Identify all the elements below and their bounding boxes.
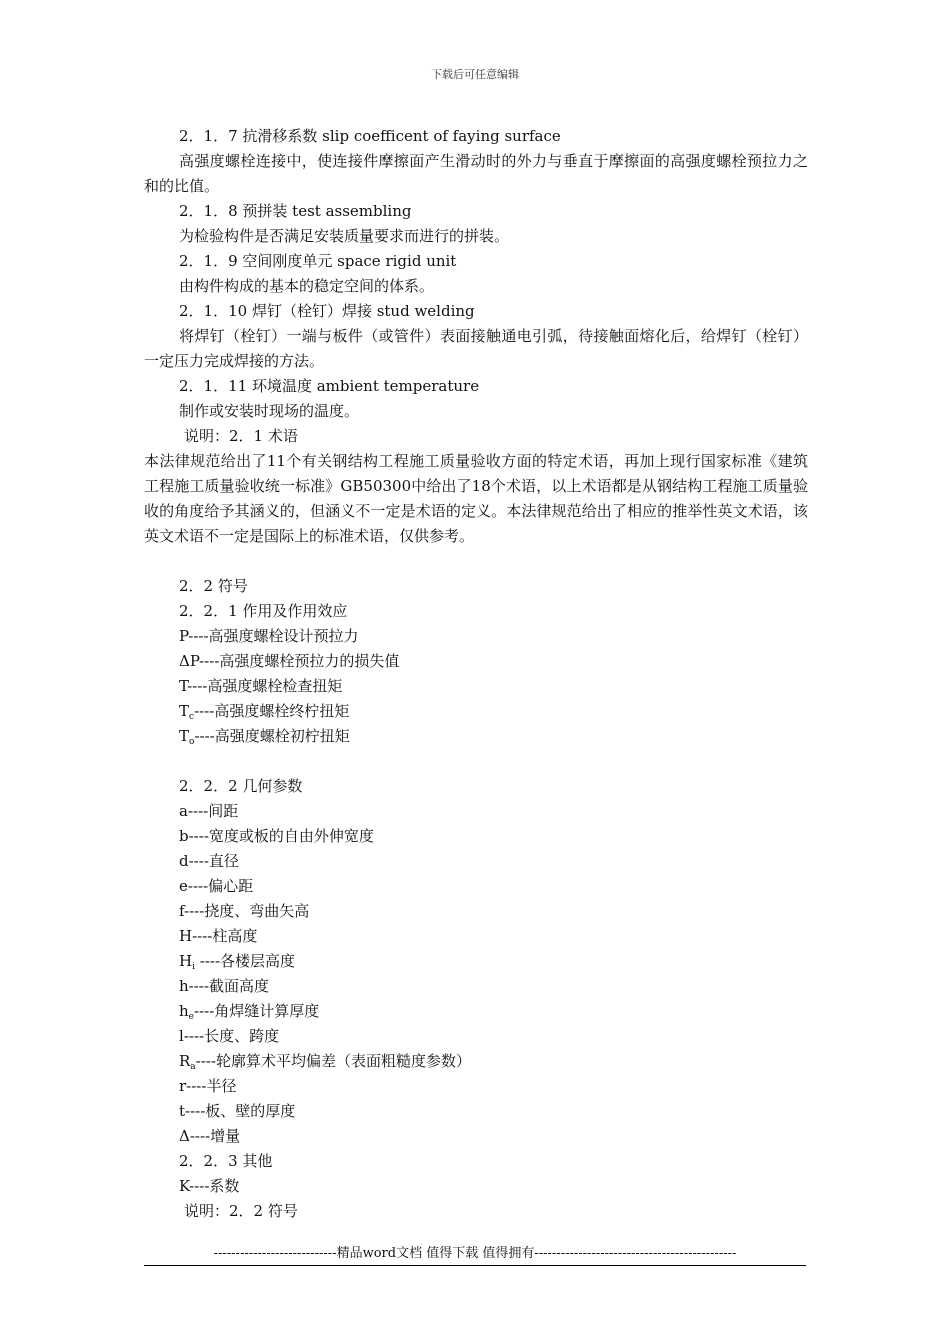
symbol-item	[144, 874, 808, 899]
symbol-item	[144, 924, 808, 949]
symbol-description: ----半径	[186, 1077, 237, 1095]
symbol-item	[144, 724, 808, 749]
term-title: 2．1．9 空间刚度单元 space rigid unit	[179, 252, 457, 270]
symbol-letter: e	[179, 877, 188, 895]
symbol-letter: t	[179, 1102, 186, 1120]
symbol-letter: T	[179, 677, 188, 695]
symbol-letter: T	[179, 702, 190, 720]
symbol-description: ----轮廓算术平均偏差（表面粗糙度参数）	[195, 1052, 471, 1070]
term-definition: 由构件构成的基本的稳定空间的体系。	[179, 277, 435, 295]
spacer	[144, 749, 808, 774]
symbol-item	[144, 1074, 808, 1099]
term-title: 2．1．10 焊钉（栓钉）焊接 stud welding	[179, 302, 475, 320]
symbol-description: ----宽度或板的自由外伸宽度	[188, 827, 374, 845]
symbol-item	[144, 949, 808, 974]
symbol-subscript: i	[192, 962, 195, 972]
symbol-letter: R	[179, 1052, 191, 1070]
symbol-description: ----高强度螺栓初柠扭矩	[194, 727, 350, 745]
subsection-title: 2．2．3 其他	[179, 1152, 273, 1170]
symbol-item	[144, 1124, 808, 1149]
symbol-item	[144, 1024, 808, 1049]
symbol-subscript: a	[190, 1062, 196, 1072]
symbol-letter: h	[179, 1002, 189, 1020]
symbol-letter: H	[179, 927, 193, 945]
symbol-letter: f	[179, 902, 185, 920]
symbol-letter: a	[179, 802, 188, 820]
symbol-description: ----角焊缝计算厚度	[194, 1002, 320, 1020]
symbol-letter: H	[179, 952, 193, 970]
symbol-item	[144, 974, 808, 999]
symbol-letter: h	[179, 977, 189, 995]
symbol-description: ----板、壁的厚度	[185, 1102, 296, 1120]
symbol-description: ----系数	[189, 1177, 240, 1195]
note-title: 说明：2．1 术语	[184, 427, 298, 445]
symbol-item	[144, 1049, 808, 1074]
symbol-description: ----偏心距	[187, 877, 254, 895]
symbol-description: ----长度、跨度	[183, 1027, 280, 1045]
symbol-description: ----高强度螺栓设计预拉力	[188, 627, 359, 645]
symbol-description: ----高强度螺栓检查扭矩	[187, 677, 343, 695]
symbol-item	[144, 849, 808, 874]
symbol-description: ----直径	[188, 852, 239, 870]
symbol-item	[144, 699, 808, 724]
subsection-title: 2．2．1 作用及作用效应	[179, 602, 348, 620]
symbol-item	[144, 824, 808, 849]
symbol-item	[144, 649, 808, 674]
symbol-item	[144, 899, 808, 924]
symbol-item	[144, 1099, 808, 1124]
page-header: 下载后可任意编辑	[431, 68, 519, 81]
symbol-letter: Δ	[179, 1127, 190, 1145]
symbol-description: ----截面高度	[188, 977, 269, 995]
note-title: 说明：2．2 符号	[184, 1202, 298, 1220]
section-title: 2．2 符号	[179, 577, 248, 595]
symbol-item	[144, 674, 808, 699]
symbol-list-geometry	[144, 799, 808, 1149]
symbol-item	[144, 1174, 808, 1199]
document-body	[144, 124, 808, 1224]
term-title: 2．1．7 抗滑移系数 slip coefficent of faying surface	[179, 127, 561, 145]
symbol-description: ----各楼层高度	[194, 952, 296, 970]
symbol-description: ----间距	[187, 802, 239, 820]
symbol-letter: d	[179, 852, 189, 870]
symbol-description: ----增量	[189, 1127, 241, 1145]
symbol-subscript: o	[189, 737, 195, 747]
symbol-description: ----挠度、弯曲矢高	[184, 902, 310, 920]
symbol-list-other	[144, 1174, 808, 1199]
symbol-description: ----高强度螺栓预拉力的损失值	[199, 652, 400, 670]
symbol-subscript: e	[188, 1012, 194, 1022]
note-body: 本法律规范给出了11个有关钢结构工程施工质量验收方面的特定术语，再加上现行国家标准《建筑工程施工质量验收统一标准》GB50300中给出了18个术语，以上术语都是从钢结构工程施工质量验收的角度给予其涵义的，但涵义不一定是术语的定义。本法律规范给出了相应的推举性英文术语，该英文术语不一定是国际上的标准术语，仅供参考。	[144, 452, 808, 545]
symbol-description: ----柱高度	[192, 927, 258, 945]
term-definition: 高强度螺栓连接中，使连接件摩擦面产生滑动时的外力与垂直于摩擦面的高强度螺栓预拉力之和的比值。	[144, 152, 808, 195]
term-title: 2．1．11 环境温度 ambient temperature	[179, 377, 480, 395]
spacer	[144, 549, 808, 574]
symbol-subscript: c	[189, 712, 195, 722]
symbol-item	[144, 999, 808, 1024]
symbol-item	[144, 624, 808, 649]
page-footer: ----------------------------精品word文档 值得下载 值得拥有----------------------------------------------	[144, 1245, 806, 1266]
symbol-letter: b	[179, 827, 189, 845]
term-definition: 制作或安装时现场的温度。	[179, 402, 360, 420]
symbol-letter: T	[179, 727, 190, 745]
symbol-letter: K	[179, 1177, 190, 1195]
symbol-letter: ΔP	[179, 652, 200, 670]
term-definition: 为检验构件是否满足安装质量要求而进行的拼装。	[179, 227, 510, 245]
symbol-list-actions	[144, 624, 808, 749]
symbol-item	[144, 799, 808, 824]
term-title: 2．1．8 预拼装 test assembling	[179, 202, 412, 220]
symbol-letter: l	[179, 1027, 184, 1045]
symbol-letter: P	[179, 627, 189, 645]
subsection-title: 2．2．2 几何参数	[179, 777, 303, 795]
term-definition: 将焊钉（栓钉）一端与板件（或管件）表面接触通电引弧，待接触面熔化后，给焊钉（栓钉）一定压力完成焊接的方法。	[144, 327, 808, 370]
symbol-description: ----高强度螺栓终柠扭矩	[194, 702, 350, 720]
symbol-letter: r	[179, 1077, 187, 1095]
